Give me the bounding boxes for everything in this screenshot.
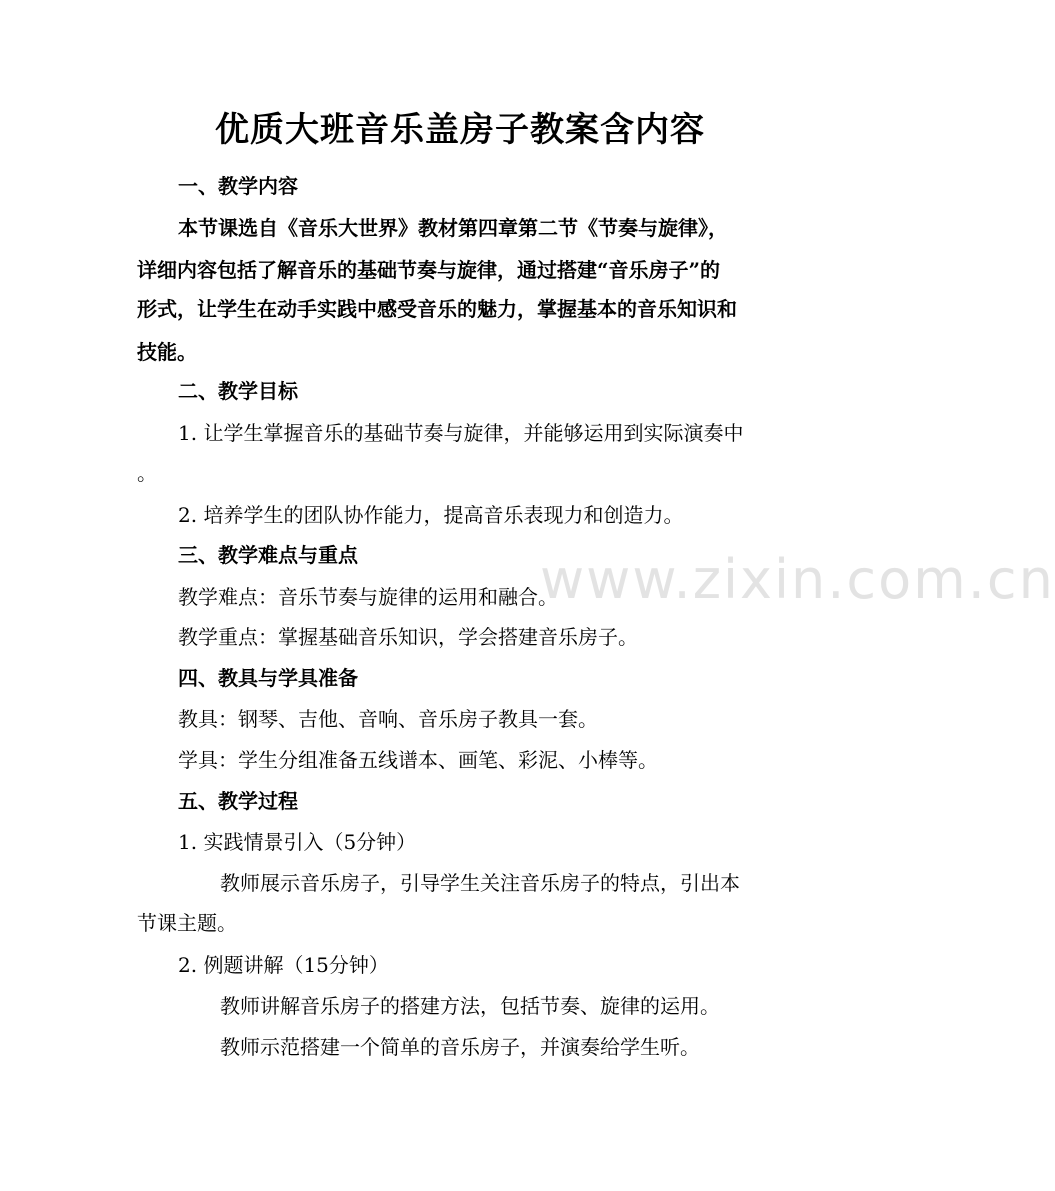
section-heading-materials: 四、教具与学具准备 [178,666,358,690]
paragraph-line: 教师示范搭建一个简单的音乐房子，并演奏给学生听。 [220,1035,700,1059]
paragraph-line: 详细内容包括了解音乐的基础节奏与旋律，通过搭建“音乐房子”的 [137,258,721,282]
document-title: 优质大班音乐盖房子教案含内容 [215,110,705,150]
paragraph-line: 学具：学生分组准备五线谱本、画笔、彩泥、小棒等。 [178,748,658,772]
paragraph-line: 节课主题。 [137,911,237,935]
paragraph-line: 教学重点：掌握基础音乐知识，学会搭建音乐房子。 [178,625,638,649]
paragraph-line: 教师讲解音乐房子的搭建方法，包括节奏、旋律的运用。 [220,994,720,1018]
list-item: 1. 让学生掌握音乐的基础节奏与旋律，并能够运用到实际演奏中 [178,421,744,445]
paragraph-line: 本节课选自《音乐大世界》教材第四章第二节《节奏与旋律》， [178,216,728,240]
list-item: 2. 培养学生的团队协作能力，提高音乐表现力和创造力。 [178,503,684,527]
paragraph-line: 教学难点：音乐节奏与旋律的运用和融合。 [178,585,558,609]
watermark-text: www.zixin.com.cn [540,548,1055,611]
section-heading-objectives: 二、教学目标 [178,379,298,403]
paragraph-line: 教师展示音乐房子，引导学生关注音乐房子的特点，引出本 [220,871,740,895]
paragraph-line: 技能。 [137,340,197,364]
paragraph-line: 形式，让学生在动手实践中感受音乐的魅力，掌握基本的音乐知识和 [137,297,737,321]
paragraph-line: 教具：钢琴、吉他、音响、音乐房子教具一套。 [178,707,598,731]
section-heading-difficulties: 三、教学难点与重点 [178,543,358,567]
list-item: 2. 例题讲解（15分钟） [178,953,389,977]
list-item-continuation: 。 [137,461,157,485]
list-item: 1. 实践情景引入（5分钟） [178,830,417,854]
section-heading-content: 一、教学内容 [178,174,298,198]
section-heading-process: 五、教学过程 [178,789,298,813]
